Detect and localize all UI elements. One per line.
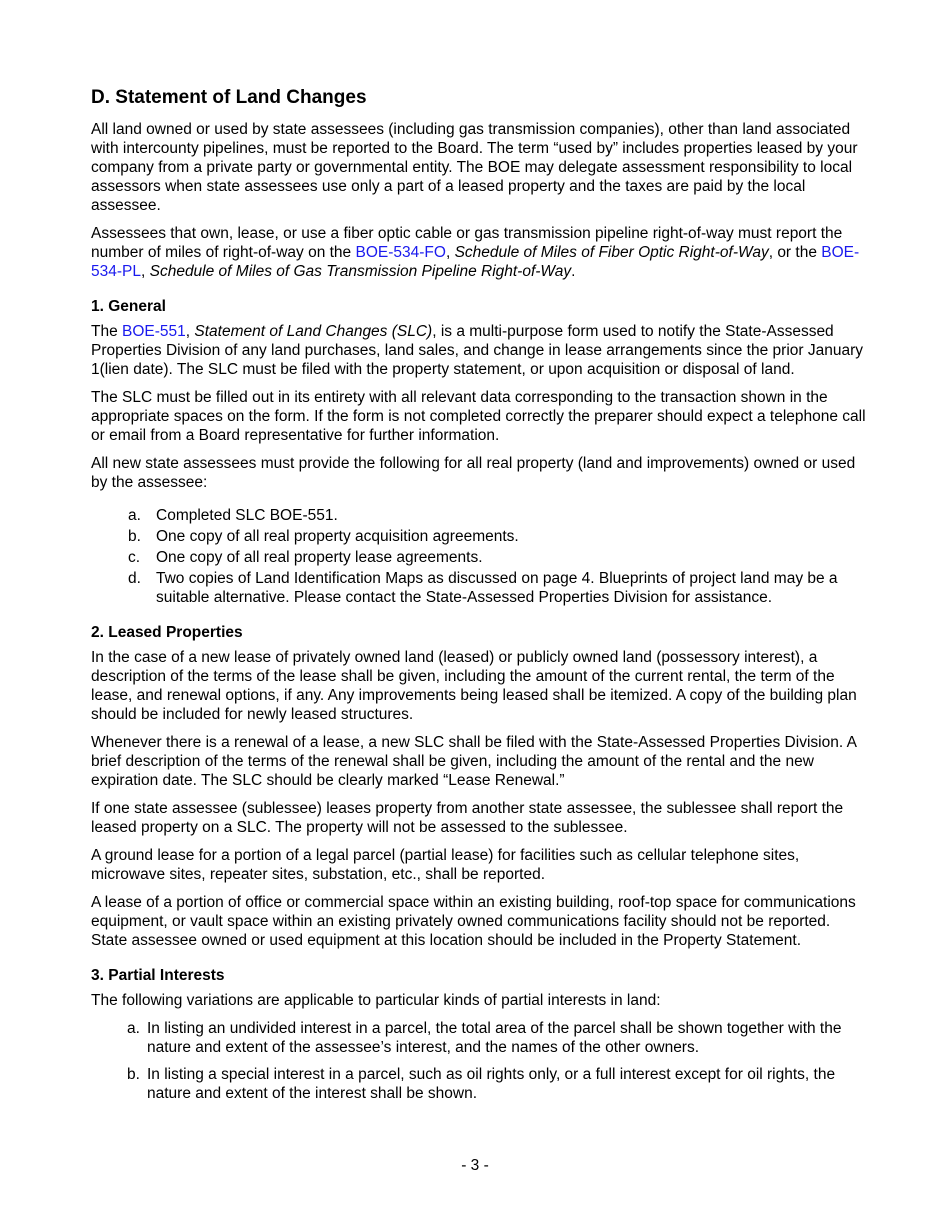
partial-paragraph-1: The following variations are applicable to particular kinds of partial interests in land: <box>91 992 661 1009</box>
list-item <box>91 548 869 567</box>
intro-paragraph-1: All land owned or used by state assessees (including gas transmission companies), other than land associated with intercounty pipelines, must be reported to the Board. The term “used by” includes properties leased by your company from a private party or governmental entity. The BOE may delegate assessment responsibility to local assessors when state assessees use only a part of a leased property and the taxes are paid by the local assessee. <box>91 121 858 214</box>
text-run: , <box>140 263 150 280</box>
general-paragraph-2: The SLC must be filled out in its entirety with all relevant data corresponding to the transaction shown in the appropriate spaces on the form. If the form is not completed correctly the preparer should expect a telephone call or email from a Board representative for further information. <box>91 389 866 444</box>
leased-paragraph-3: If one state assessee (sublessee) leases property from another state assessee, the sublessee shall report the leased property on a SLC. The property will not be assessed to the sublessee. <box>91 800 844 836</box>
fiber-optic-schedule-title: Schedule of Miles of Fiber Optic Right-of-Way <box>454 244 769 261</box>
list-item-text: One copy of all real property acquisition agreements. <box>156 528 519 545</box>
text-run: Assessees that own, lease, or use a fiber optic cable or gas transmission pipeline right-of-way must report the number of miles of right-of-way on the <box>91 225 843 261</box>
text-run: , or the <box>768 244 822 261</box>
list-marker: c. <box>128 549 141 566</box>
leased-paragraph-5: A lease of a portion of office or commercial space within an existing building, roof-top space for communications equipment, or vault space within an existing privately owned communications facility should not be reported. State assessee owned or used equipment at this location should be included in the Property Statement. <box>91 894 856 949</box>
slc-form-title: Statement of Land Changes (SLC) <box>194 323 433 340</box>
list-marker: b. <box>128 528 141 545</box>
page-number: - 3 - <box>461 1157 489 1174</box>
list-item <box>91 1019 869 1057</box>
text-run: . <box>571 263 576 280</box>
leased-paragraph-2: Whenever there is a renewal of a lease, a new SLC shall be filed with the State-Assessed Properties Division. A brief description of the terms of the renewal shall be given, including the amount of the rental and the new expiration date. The SLC should be clearly marked “Lease Renewal.” <box>91 734 857 789</box>
partial-interests-heading: 3. Partial Interests <box>91 967 225 984</box>
general-paragraph-3: All new state assessees must provide the following for all real property (land and improvements) owned or used by the assessee: <box>91 455 856 491</box>
list-item-text: In listing a special interest in a parcel, such as oil rights only, or a full interest except for oil rights, the nature and extent of the interest shall be shown. <box>147 1066 836 1102</box>
list-item-text: Completed SLC BOE-551. <box>156 507 338 524</box>
list-item <box>91 1065 869 1103</box>
text-run: , is a multi-purpose form used to notify the State-Assessed Properties Division of any land purchases, land sales, and change in lease arrangements since the prior January 1(lien date). The SLC must be filed with the property statement, or upon acquisition or disposal of land. <box>91 323 863 378</box>
pipeline-schedule-title: Schedule of Miles of Gas Transmission Pipeline Right-of-Way <box>149 263 572 280</box>
list-marker: a. <box>127 1020 140 1037</box>
general-heading: 1. General <box>91 298 166 315</box>
boe-534-pl-link[interactable]: BOE-534-PL <box>91 244 860 280</box>
leased-properties-heading: 2. Leased Properties <box>91 624 243 641</box>
list-marker: d. <box>128 570 141 587</box>
partial-interests-list <box>91 1019 869 1103</box>
requirements-list <box>91 506 869 607</box>
leased-paragraph-1: In the case of a new lease of privately owned land (leased) or publicly owned land (possessory interest), a description of the terms of the lease shall be given, including the amount of the current rental, the term of the lease, and renewal options, if any. Any improvements being leased shall be itemized. A copy of the building plan should be included for newly leased structures. <box>91 649 857 723</box>
list-item <box>91 527 869 546</box>
leased-paragraph-4: A ground lease for a portion of a legal parcel (partial lease) for facilities such as cellular telephone sites, microwave sites, repeater sites, substation, etc., shall be reported. <box>91 847 800 883</box>
text-run: , <box>185 323 195 340</box>
boe-551-link[interactable]: BOE-551 <box>122 323 186 340</box>
list-marker: b. <box>127 1066 140 1083</box>
page-content <box>91 86 869 1112</box>
list-item-text: One copy of all real property lease agreements. <box>156 549 483 566</box>
list-item-text: Two copies of Land Identification Maps as discussed on page 4. Blueprints of project land may be a suitable alternative. Please contact the State-Assessed Properties Division for assistance. <box>156 570 838 606</box>
intro-paragraph-2 <box>91 224 869 281</box>
list-marker: a. <box>128 507 141 524</box>
section-title: D. Statement of Land Changes <box>91 87 367 108</box>
text-run: The <box>91 323 123 340</box>
boe-534-fo-link[interactable]: BOE-534-FO <box>355 244 446 261</box>
list-item <box>91 506 869 525</box>
list-item-text: In listing an undivided interest in a parcel, the total area of the parcel shall be shown together with the nature and extent of the assessee’s interest, and the names of the other owners. <box>147 1020 842 1056</box>
text-run: , <box>445 244 455 261</box>
general-paragraph-1 <box>91 322 869 379</box>
list-item <box>91 569 869 607</box>
